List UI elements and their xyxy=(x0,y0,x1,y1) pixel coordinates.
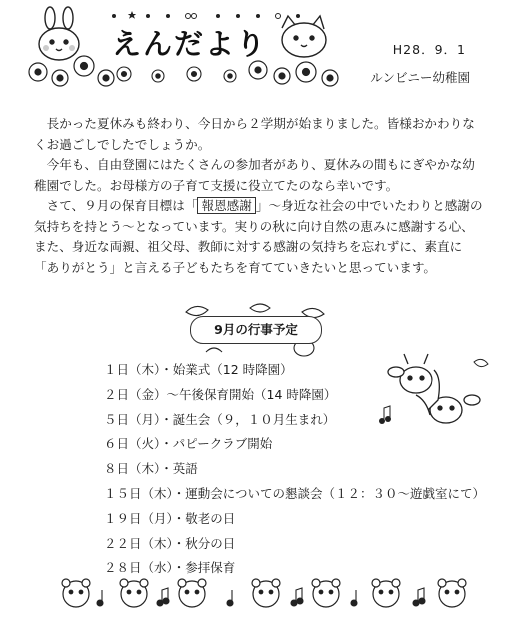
bunny-icon xyxy=(39,7,79,60)
bee-musicians-illustration xyxy=(376,350,491,440)
music-note-icon xyxy=(97,590,103,606)
goal-keyword: 報恩感謝 xyxy=(197,197,255,214)
leaf-icon xyxy=(186,306,208,315)
music-note-icon xyxy=(413,588,425,606)
paragraph-goal xyxy=(34,196,486,278)
list-item: ２８日（水）・参拝保育 xyxy=(104,560,236,576)
issue-date: H28．9．1 xyxy=(392,42,466,57)
list-item: １９日（月）・敬老の日 xyxy=(104,510,236,526)
paragraph-summer: 今年も、自由登園にはたくさんの参加者があり、夏休みの間もにぎやかな幼稚園でした。お母様方の子育て支援に役立てたのなら幸いです。 xyxy=(34,157,475,193)
list-item: ２２日（木）・秋分の日 xyxy=(104,535,236,551)
list-item: ２日（金）～午後保育開始（14 時降園） xyxy=(104,386,337,402)
goal-text-before: さて、９月の保育目標は「 xyxy=(46,198,198,213)
newsletter-title: えんだより xyxy=(112,27,268,61)
music-note-icon xyxy=(227,590,233,606)
goal-text-after: 」～身近な社会の中でいたわりと感謝の気持ちを持とう～となっています。実りの秋に向け自然の恵みに感謝する心、また、身近な両親、祖父母、教師に対する感謝の気持ちを忘れずに、素直に「ありがとう」と言える子どもたちを育てていきたいと思っています。 xyxy=(34,198,483,275)
list-item: ５日（月）・誕生会（９，１０月生まれ） xyxy=(104,411,336,427)
music-note-icon xyxy=(157,588,169,606)
header-small-flowers xyxy=(110,60,250,90)
school-name: ルンビニー幼稚園 xyxy=(370,70,470,85)
list-item: ８日（木）・英語 xyxy=(104,461,198,477)
cat-icon xyxy=(282,16,326,57)
header-flowers-illustration xyxy=(26,8,121,93)
schedule-heading: 9月の行事予定 xyxy=(190,316,322,344)
music-note-icon xyxy=(291,588,303,606)
list-item: １５日（木）・運動会についての懇談会（１２：３０～遊戯室にて） xyxy=(104,485,486,501)
leaf-icon xyxy=(474,359,488,366)
bottom-character-band xyxy=(56,572,476,618)
list-item: １日（木）・始業式（12 時降園） xyxy=(104,362,293,377)
leaf-icon xyxy=(250,304,270,312)
music-note-icon xyxy=(351,590,357,606)
list-item: ６日（火）・パピークラブ開始 xyxy=(104,436,273,452)
paragraph-greeting: 長かった夏休みも終わり、今日から２学期が始まりました。皆様おかわりなくお過ごしでしたでしょうか。 xyxy=(34,116,475,152)
